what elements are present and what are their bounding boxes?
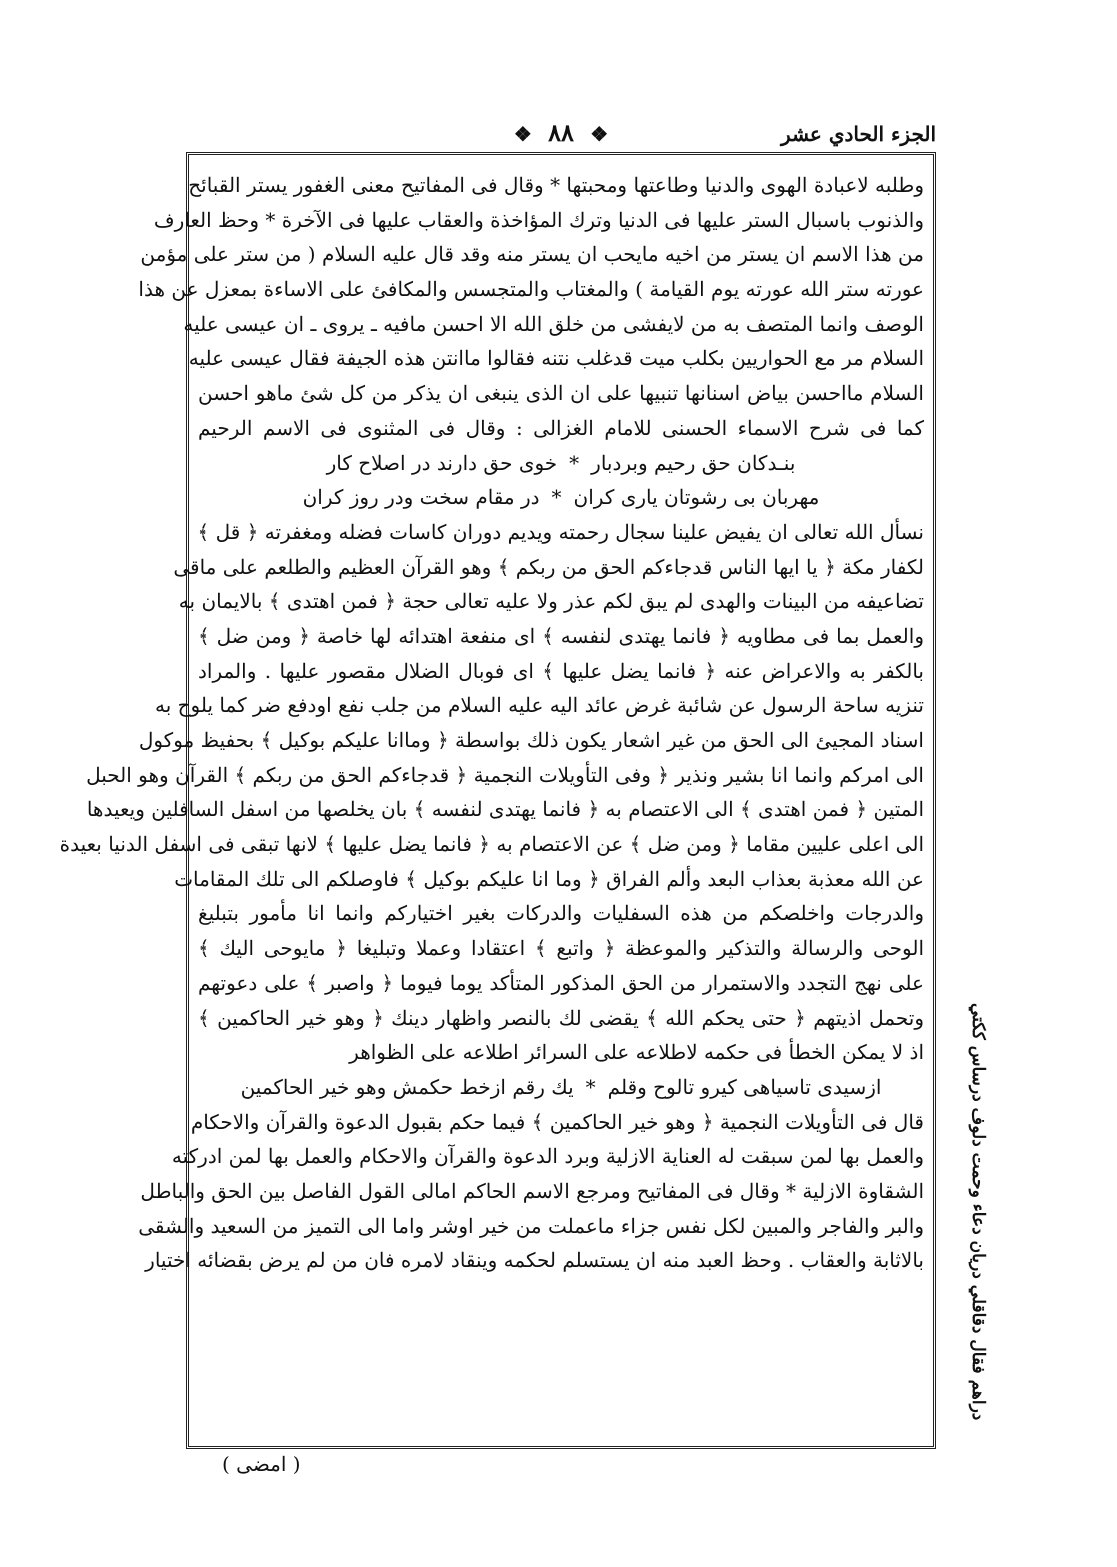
verse-line — [198, 480, 924, 515]
text-line: اسناد المجيئ الى الحق من غير اشعار يكون ذلك بواسطة ﴿ وماانا عليكم بوكيل ﴾ بحفيظ موكول — [138, 728, 924, 752]
verse-separator: * — [569, 450, 580, 475]
verse-hemistich-right: ازسيدى تاسياهى كيرو تالوح وقلم — [607, 1074, 882, 1099]
text-line: السلام مااحسن بياض اسنانها تنبيها على ان الذى ينبغى ان يذكر من كل شئ ماهو احسن — [198, 381, 924, 406]
verse-hemistich-right: مهربان بى رشوتان يارى كران — [573, 485, 820, 510]
verse-separator: * — [585, 1074, 596, 1099]
text-line: اذ لا يمكن الخطأ فى حكمه لاطلاعه على السرائر اطلاعه على الظواهر — [349, 1040, 924, 1065]
main-text — [59, 168, 924, 1278]
text-line: وطلبه لاعبادة الهوى والدنيا وطاعتها ومحبتها * وقال فى المفاتيح معنى الغفور يستر القبائح — [188, 173, 924, 197]
verse-separator: * — [551, 485, 562, 510]
text-line: السلام مر مع الحواريين بكلب ميت قدغلب نتنه فقالوا ماانتن هذه الجيفة فقال عيسى عليه — [188, 346, 924, 371]
part-title: الجزء الحادي عشر — [781, 122, 936, 146]
text-line: الى امركم وانما انا بشير ونذير ﴿ وفى التأويلات النجمية ﴿ قدجاءكم الحق من ربكم ﴾ القرآن وهو الحبل — [86, 762, 924, 787]
page-number: ٨٨ — [548, 118, 574, 147]
text-line: المتين ﴿ فمن اهتدى ﴾ الى الاعتصام به ﴿ فانما يهتدى لنفسه ﴾ بان يخلصها من اسفل السافلين ويعيدها — [86, 797, 924, 822]
text-line: وتحمل اذيتهم ﴿ حتى يحكم الله ﴾ يقضى لك بالنصر واظهار دينك ﴿ وهو خير الحاكمين ﴾ — [198, 1005, 924, 1030]
verse-hemistich-left: در مقام سخت ودر روز كران — [302, 485, 540, 510]
text-line: لكفار مكة ﴿ يا ايها الناس قدجاءكم الحق من ربكم ﴾ وهو القرآن العظيم والطلعم على ماقى — [173, 554, 924, 579]
page-header — [186, 118, 936, 154]
verse-hemistich-right: بنـدكان حق رحيم وبردبار — [591, 450, 796, 475]
text-line: الوصف وانما المتصف به من لايفشى من خلق الله الا احسن مافيه ـ يروى ـ ان عيسى عليه — [183, 311, 924, 336]
text-line: كما فى شرح الاسماء الحسنى للامام الغزالى : وقال فى المثنوى فى الاسم الرحيم — [198, 415, 924, 440]
text-line: نسأل الله تعالى ان يفيض علينا سجال رحمته ويديم دوران كاسات فضله ومغفرته ﴿ قل ﴾ — [197, 519, 924, 544]
verse-hemistich-left: خوى حق دارند در اصلاح كار — [326, 450, 558, 475]
catchword: ( امضى ) — [222, 1452, 301, 1476]
text-line: الشقاوة الازلية * وقال فى المفاتيح ومرجع الاسم الحاكم امالى القول الفاصل بين الحق والباطل — [140, 1178, 924, 1203]
side-note: دراهم فقال دقاقلي دريان دعاء وحمت دلوف درساس ككتي — [968, 1002, 988, 1420]
text-line: من هذا الاسم ان يستر من اخيه مايحب ان يستر منه وقد قال عليه السلام ( من ستر على مؤمن — [140, 242, 924, 267]
text-line: الى اعلى عليين مقاما ﴿ ومن ضل ﴾ عن الاعتصام به ﴿ فانما يضل عليها ﴾ لانها تبقى فى اسفل الدنيا بعيدة — [59, 832, 924, 857]
text-line: عورته ستر الله عورته يوم القيامة ) والمغتاب والمتجسس والمكافئ على الاساءة بمعزل عن هذا — [138, 277, 924, 302]
page-number-block — [186, 118, 936, 147]
text-line: تضاعيفه من البينات والهدى لم يبق لكم عذر ولا عليه تعالى حجة ﴿ فمن اهتدى ﴾ بالايمان به — [178, 589, 924, 614]
text-line: عن الله معذبة بعذاب البعد وألم الفراق ﴿ وما انا عليكم بوكيل ﴾ فاوصلكم الى تلك المقامات — [174, 866, 924, 891]
ornament-icon: ❖ — [513, 122, 532, 146]
text-line: تنزيه ساحة الرسول عن شائبة غرض عائد اليه عليه السلام من جلب نفع اودفع ضر كما يلوح به — [154, 693, 924, 718]
text-line: بالاثابة والعقاب . وحظ العبد منه ان يستسلم لحكمه وينقاد لامره فان من لم يرض بقضائه اختيار — [145, 1248, 924, 1273]
text-line: على نهج التجدد والاستمرار من الحق المذكور المتأكد يوما فيوما ﴿ واصبر ﴾ على دعوتهم — [198, 970, 924, 995]
text-line: والذنوب باسبال الستر عليها فى الدنيا وترك المؤاخذة والعقاب عليها فى الآخرة * وحظ العارف — [153, 207, 924, 232]
verse-hemistich-left: يك رقم ازخط حكمش وهو خير الحاكمين — [240, 1074, 574, 1099]
text-line: بالكفر به والاعراض عنه ﴿ فانما يضل عليها ﴾ اى فوبال الضلال مقصور عليها . والمراد — [198, 658, 924, 683]
verse-line — [198, 446, 924, 481]
text-line: والدرجات واخلصكم من هذه السفليات والدركات بغير اختياركم وانما انا مأمور بتبليغ — [198, 901, 924, 926]
text-line: والبر والفاجر والمبين لكل نفس جزاء ماعملت من خير اوشر واما الى التميز من السعيد والشقى — [138, 1213, 924, 1238]
ornament-icon: ❖ — [590, 122, 609, 146]
verse-line — [198, 1070, 924, 1105]
text-line: والعمل بها لمن سبقت له العناية الازلية وبرد الدعوة والقرآن والاحكام والعمل بها لمن ادركته — [171, 1144, 924, 1169]
text-line: الوحى والرسالة والتذكير والموعظة ﴿ واتبع ﴾ اعتقادا وعملا وتبليغا ﴿ مايوحى اليك ﴾ — [198, 936, 924, 961]
text-line: والعمل بما فى مطاويه ﴿ فانما يهتدى لنفسه ﴾ اى منفعة اهتدائه لها خاصة ﴿ ومن ضل ﴾ — [198, 623, 924, 648]
text-line: قال فى التأويلات النجمية ﴿ وهو خير الحاكمين ﴾ فيما حكم بقبول الدعوة والقرآن والاحكام — [190, 1109, 924, 1134]
